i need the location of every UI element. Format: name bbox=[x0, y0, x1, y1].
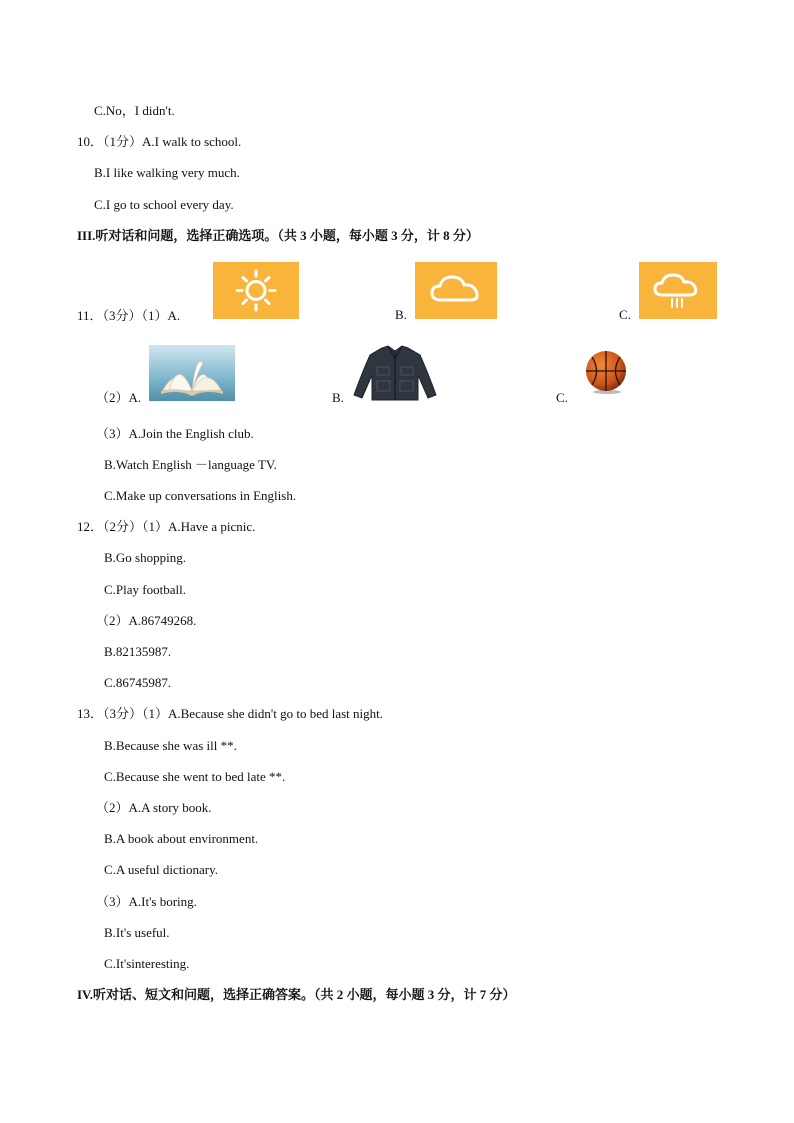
q10-option-b: B.I like walking very much. bbox=[94, 165, 240, 180]
q12-part2-option-c: C.86745987. bbox=[104, 675, 172, 690]
q13-part2-option-a: （2）A.A story book. bbox=[96, 800, 212, 815]
q11-part2-option-b: B. bbox=[332, 390, 344, 405]
q11-part3-option-a: （3）A.Join the English club. bbox=[96, 426, 254, 441]
q13-part1-option-b: B.Because she was ill **. bbox=[104, 738, 237, 753]
q9-option-c: C.No，I didn't. bbox=[94, 103, 175, 118]
open-book-image bbox=[149, 345, 235, 401]
q13-part3-option-b: B.It's useful. bbox=[104, 925, 170, 940]
q10-option-c: C.I go to school every day. bbox=[94, 197, 234, 212]
q11-part1-option-b: B. bbox=[395, 307, 407, 322]
q12-part2-option-b: B.82135987. bbox=[104, 644, 172, 659]
jacket-image bbox=[352, 345, 438, 401]
q13-part3-option-a: （3）A.It's boring. bbox=[96, 894, 197, 909]
q10-option-a: 10．（1分）A.I walk to school. bbox=[77, 134, 242, 149]
section-3-title: III.听对话和问题，选择正确选项。（共 3 小题，每小题 3 分，计 8 分） bbox=[77, 228, 479, 243]
basketball-image bbox=[583, 349, 629, 395]
q13-part3-option-c: C.It'sinteresting. bbox=[104, 956, 190, 971]
cloud-icon bbox=[415, 262, 497, 319]
rain-cloud-icon bbox=[639, 262, 717, 319]
q13-part2-option-c: C.A useful dictionary. bbox=[104, 862, 218, 877]
q11-part3-option-c: C.Make up conversations in English. bbox=[104, 488, 297, 503]
q11-part2-option-a: （2）A. bbox=[96, 390, 142, 405]
q11-part2-option-c: C. bbox=[556, 390, 568, 405]
q12-part1-option-b: B.Go shopping. bbox=[104, 550, 186, 565]
q13-part1-option-a: 13．（3分）（1）A.Because she didn't go to bed last night. bbox=[77, 706, 384, 721]
q11-part1-option-a: 11．（3分）（1）A. bbox=[77, 308, 181, 323]
q13-part1-option-c: C.Because she went to bed late **. bbox=[104, 769, 286, 784]
q11-part1-option-c: C. bbox=[619, 307, 631, 322]
q12-part2-option-a: （2）A.86749268. bbox=[96, 613, 197, 628]
q12-part1-option-a: 12．（2分）（1）A.Have a picnic. bbox=[77, 519, 256, 534]
sun-icon bbox=[213, 262, 299, 319]
q12-part1-option-c: C.Play football. bbox=[104, 582, 186, 597]
section-4-title: IV.听对话、短文和问题，选择正确答案。（共 2 小题，每小题 3 分，计 7 分） bbox=[77, 987, 516, 1002]
q11-part3-option-b: B.Watch English －language TV. bbox=[104, 457, 277, 472]
q13-part2-option-b: B.A book about environment. bbox=[104, 831, 259, 846]
